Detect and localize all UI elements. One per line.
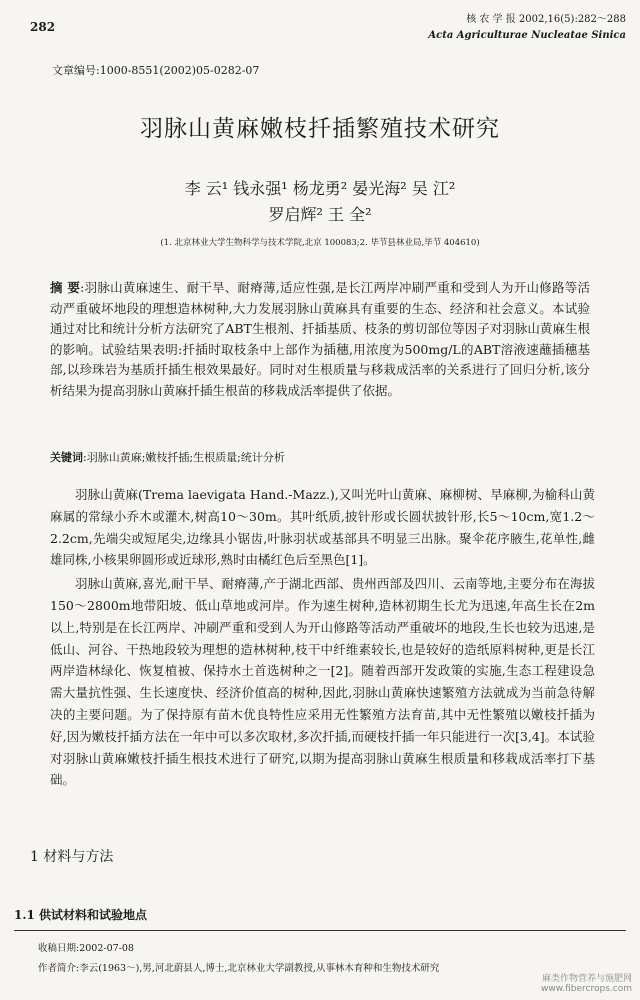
journal-header — [428, 12, 626, 44]
authors-line-2: 罗启辉² 王 全² — [268, 205, 372, 224]
footnote-divider — [14, 930, 626, 931]
abstract-label: 摘 要 — [50, 280, 81, 295]
article-number: 文章编号:1000-8551(2002)05-0282-07 — [52, 64, 260, 77]
keywords — [50, 449, 285, 465]
authors-line-1: 李 云¹ 钱永强¹ 杨龙勇² 晏光海² 吴 江² — [184, 179, 456, 198]
body-text — [50, 484, 595, 793]
footnote-received: 收稿日期:2002-07-08 — [38, 943, 134, 954]
author-list — [0, 176, 640, 228]
section-heading-1-1: 1.1 供试材料和试验地点 — [14, 908, 148, 922]
journal-name-cn: 核 农 学 报 2002,16(5):282～288 — [466, 14, 626, 25]
abstract-text: :羽脉山黄麻速生、耐干旱、耐瘠薄,适应性强,是长江两岸冲刷严重和受到人为开山修路等活动严重破坏地段的理想造林树种,大力发展羽脉山黄麻具有重要的生态、经济和社会意义。本试验通过对比和统计分析方法研究了ABT生根剂、扦插基质、枝条的剪切部位等因子对羽脉山黄麻生根的影响。试验结果表明:扦插时取枝条中上部作为插穗,用浓度为500mg/L的ABT溶液速蘸插穗基部,以珍珠岩为基质扦插生根效果最好。同时对生根质量与移栽成活率的关系进行了回归分析,该分析结果为提高羽脉山黄麻扦插生根苗的移栽成活率提供了依据。 — [50, 280, 590, 398]
footnote-author-bio: 作者简介:李云(1963～),男,河北蔚县人,博士,北京林业大学副教授,从事林木育种和生物技术研究 — [38, 963, 440, 974]
body-paragraph-1: 羽脉山黄麻(Trema laevigata Hand.-Mazz.),又叫光叶山黄麻、麻柳树、旱麻柳,为榆科山黄麻属的常绿小乔木或灌木,树高10～30m。其叶纸质,披针形或长圆状披针形,长5～10cm,宽1.2～2.2cm,先端尖或短尾尖,边缘具小锯齿,叶脉羽状或基部具不明显三出脉。聚伞花序腋生,花单性,雌雄同株,小核果卵圆形或近球形,熟时由橘红色后至黑色[1]。 — [50, 487, 595, 568]
watermark-url: www.fibercrops.com — [541, 984, 632, 994]
page-number: 282 — [30, 20, 56, 34]
watermark-site-name: 麻类作物营养与施肥网 — [541, 974, 632, 984]
keywords-label: 关键词 — [50, 451, 83, 464]
paper-title: 羽脉山黄麻嫩枝扦插繁殖技术研究 — [140, 116, 500, 142]
affiliation: (1. 北京林业大学生物科学与技术学院,北京 100083;2. 毕节县林业局,毕节 404610) — [160, 238, 480, 248]
abstract — [50, 278, 590, 401]
journal-name-en: Acta Agriculturae Nucleatae Sinica — [428, 30, 626, 41]
body-paragraph-2: 羽脉山黄麻,喜光,耐干旱、耐瘠薄,产于湖北西部、贵州西部及四川、云南等地,主要分布在海拔150～2800m地带阳坡、低山草地或河岸。作为速生树种,造林初期生长尤为迅速,年高生长在2m以上,特别是在长江两岸、冲刷严重和受到人为开山修路等活动严重破坏的地段,生长也较为迅速,是低山、河谷、干热地段较为理想的造林树种,枝干中纤维素较长,也是较好的造纸原料树种,更是长江两岸造林绿化、恢复植被、保持水土首选树种之一[2]。随着西部开发政策的实施,生态工程建设急需大量抗性强、生长速度快、经济价值高的树种,因此,羽脉山黄麻快速繁殖方法就成为当前急待解决的主要问题。为了保持原有苗木优良特性应采用无性繁殖方法育苗,其中无性繁殖以嫩枝扦插为好,因为嫩枝扦插方法在一年中可以多次取材,多次扦插,而硬枝扦插一年只能进行一次[3,4]。本试验对羽脉山黄麻嫩枝扦插生根技术进行了研究,以期为提高羽脉山黄麻生根质量和移栽成活率打下基础。 — [50, 576, 595, 788]
section-heading-1: 1 材料与方法 — [30, 849, 114, 865]
watermark — [541, 974, 632, 994]
keywords-text: :羽脉山黄麻;嫩枝扦插;生根质量;统计分析 — [83, 451, 285, 464]
